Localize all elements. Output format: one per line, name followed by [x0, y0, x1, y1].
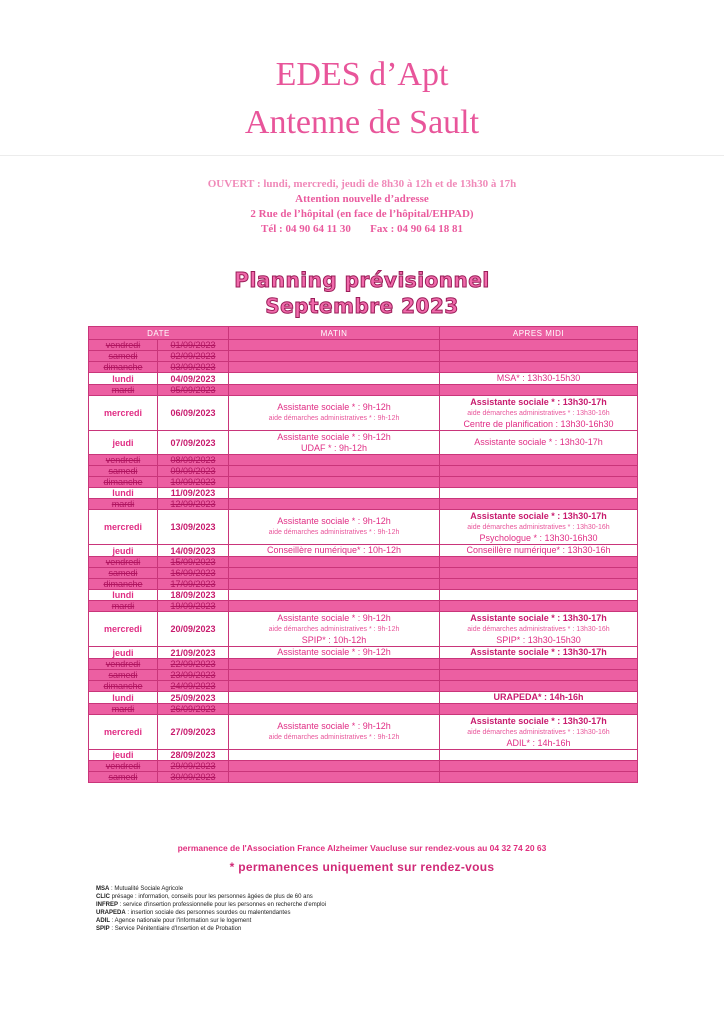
appointment-note: * permanences uniquement sur rendez-vous [229, 860, 495, 874]
morning-cell [229, 601, 440, 612]
morning-cell [229, 477, 440, 488]
morning-cell [229, 647, 440, 659]
afternoon-cell [440, 431, 638, 455]
morning-cell [229, 385, 440, 396]
legend-text: : insertion sociale des personnes sourdes ou malentendantes [125, 910, 291, 916]
row-date: 01/09/2023 [158, 340, 229, 351]
alzheimer-note: permanence de l'Association France Alzheimer Vaucluse sur rendez-vous au 04 32 74 20 63 [177, 843, 547, 853]
afternoon-cell [440, 510, 638, 545]
legend-item [96, 909, 326, 917]
afternoon-cell [440, 385, 638, 396]
appointment-text: Assistante sociale * : 13h30-17h [474, 437, 603, 447]
morning-cell [229, 772, 440, 783]
row-day: jeudi [89, 545, 158, 557]
row-day: vendredi [89, 761, 158, 772]
row-day: samedi [89, 670, 158, 681]
legend-text: présage : information, conseils pour les personnes âgées de plus de 60 ans [110, 894, 313, 900]
row-date: 13/09/2023 [158, 510, 229, 545]
morning-cell [229, 659, 440, 670]
morning-cell [229, 545, 440, 557]
row-date: 09/09/2023 [158, 466, 229, 477]
morning-cell [229, 568, 440, 579]
morning-cell [229, 590, 440, 601]
morning-cell [229, 761, 440, 772]
row-day: jeudi [89, 431, 158, 455]
row-date: 23/09/2023 [158, 670, 229, 681]
row-day: vendredi [89, 659, 158, 670]
afternoon-cell [440, 659, 638, 670]
row-day: mercredi [89, 612, 158, 647]
table-row [89, 670, 638, 681]
table-row [89, 385, 638, 396]
appointment-text: ADIL* : 14h-16h [506, 737, 571, 748]
afternoon-cell [440, 499, 638, 510]
legend-text: : service d'insertion professionnelle pour les personnes en recherche d'emploi [118, 902, 327, 908]
table-row [89, 488, 638, 499]
row-date: 17/09/2023 [158, 579, 229, 590]
row-day: vendredi [89, 340, 158, 351]
table-row [89, 772, 638, 783]
appointment-text: Assistante sociale * : 13h30-17h [470, 612, 607, 623]
row-day: mardi [89, 601, 158, 612]
header-afternoon: APRES MIDI [440, 327, 638, 340]
table-row [89, 557, 638, 568]
appointment-text: Assistante sociale * : 13h30-17h [470, 647, 607, 657]
row-date: 14/09/2023 [158, 545, 229, 557]
afternoon-cell [440, 590, 638, 601]
row-date: 24/09/2023 [158, 681, 229, 692]
afternoon-cell [440, 396, 638, 431]
legend-item [96, 901, 326, 909]
row-date: 16/09/2023 [158, 568, 229, 579]
table-row [89, 396, 638, 431]
morning-cell [229, 499, 440, 510]
address-notice: Attention nouvelle d’adresse [295, 193, 429, 205]
morning-cell [229, 750, 440, 761]
row-date: 02/09/2023 [158, 351, 229, 362]
table-row [89, 373, 638, 385]
afternoon-cell [440, 647, 638, 659]
appointment-text: Assistante sociale * : 9h-12h [277, 516, 391, 526]
table-row [89, 647, 638, 659]
row-date: 19/09/2023 [158, 601, 229, 612]
legend-text: : Agence nationale pour l'information sur le logement [110, 918, 252, 924]
morning-cell [229, 510, 440, 545]
morning-cell [229, 466, 440, 477]
appointment-text: Assistante sociale * : 9h-12h [277, 402, 391, 412]
table-row [89, 715, 638, 750]
appointment-text: MSA* : 13h30-15h30 [496, 373, 581, 383]
row-day: mardi [89, 704, 158, 715]
afternoon-cell [440, 681, 638, 692]
morning-cell [229, 612, 440, 647]
appointment-text: Assistante sociale * : 13h30-17h [470, 396, 607, 407]
table-row [89, 568, 638, 579]
header-date: DATE [89, 327, 229, 340]
appointment-text: aide démarches administratives * : 9h-12h [268, 625, 400, 633]
afternoon-cell [440, 557, 638, 568]
row-day: mercredi [89, 510, 158, 545]
legend-item [96, 917, 326, 925]
row-date: 03/09/2023 [158, 362, 229, 373]
opening-hours: OUVERT : lundi, mercredi, jeudi de 8h30 à 12h et de 13h30 à 17h [207, 178, 517, 190]
table-row [89, 590, 638, 601]
page-title: EDES d’Apt [275, 56, 449, 93]
planning-month: Septembre 2023 [265, 294, 459, 318]
table-row [89, 659, 638, 670]
table-row [89, 510, 638, 545]
table-row [89, 466, 638, 477]
table-row [89, 431, 638, 455]
appointment-text: Assistante sociale * : 9h-12h [277, 431, 391, 442]
afternoon-cell [440, 545, 638, 557]
table-header-row [89, 327, 638, 340]
row-day: lundi [89, 488, 158, 499]
row-day: lundi [89, 373, 158, 385]
row-date: 18/09/2023 [158, 590, 229, 601]
row-date: 10/09/2023 [158, 477, 229, 488]
row-date: 20/09/2023 [158, 612, 229, 647]
row-date: 30/09/2023 [158, 772, 229, 783]
row-date: 06/09/2023 [158, 396, 229, 431]
legend-text: : Mutualité Sociale Agricole [109, 886, 184, 892]
afternoon-cell [440, 601, 638, 612]
table-row [89, 340, 638, 351]
morning-cell [229, 557, 440, 568]
row-date: 26/09/2023 [158, 704, 229, 715]
table-row [89, 681, 638, 692]
row-day: mercredi [89, 715, 158, 750]
morning-cell [229, 431, 440, 455]
table-row [89, 601, 638, 612]
row-date: 04/09/2023 [158, 373, 229, 385]
table-row [89, 545, 638, 557]
row-day: mercredi [89, 396, 158, 431]
afternoon-cell [440, 488, 638, 499]
row-day: vendredi [89, 557, 158, 568]
legend-abbr: ADIL [96, 918, 110, 924]
table-row [89, 351, 638, 362]
row-date: 27/09/2023 [158, 715, 229, 750]
afternoon-cell [440, 340, 638, 351]
appointment-text: aide démarches administratives * : 9h-12h [268, 529, 400, 536]
afternoon-cell [440, 477, 638, 488]
afternoon-cell [440, 692, 638, 704]
afternoon-cell [440, 772, 638, 783]
afternoon-cell [440, 612, 638, 647]
divider [0, 155, 724, 156]
morning-cell [229, 715, 440, 750]
table-row [89, 750, 638, 761]
address: 2 Rue de l’hôpital (en face de l’hôpital/EHPAD) [250, 208, 474, 220]
table-row [89, 692, 638, 704]
row-date: 07/09/2023 [158, 431, 229, 455]
appointment-text: Centre de planification : 13h30-16h30 [463, 418, 614, 429]
row-day: dimanche [89, 362, 158, 373]
abbreviation-legend [96, 885, 326, 933]
appointment-text: aide démarches administratives * : 9h-12h [268, 415, 400, 422]
row-day: dimanche [89, 579, 158, 590]
afternoon-cell [440, 455, 638, 466]
table-row [89, 477, 638, 488]
legend-abbr: CLIC [96, 894, 110, 900]
appointment-text: aide démarches administratives * : 13h30-16h [467, 625, 610, 633]
morning-cell [229, 670, 440, 681]
row-date: 25/09/2023 [158, 692, 229, 704]
afternoon-cell [440, 579, 638, 590]
row-day: jeudi [89, 750, 158, 761]
appointment-text: aide démarches administratives * : 9h-12h [268, 734, 400, 741]
page-subtitle: Antenne de Sault [244, 104, 480, 141]
afternoon-cell [440, 351, 638, 362]
appointment-text: Assistante sociale * : 13h30-17h [470, 510, 607, 521]
morning-cell [229, 340, 440, 351]
morning-cell [229, 488, 440, 499]
appointment-text: aide démarches administratives * : 13h30-16h [467, 409, 610, 417]
appointment-text: Conseillère numérique* : 13h30-16h [466, 545, 611, 555]
row-day: dimanche [89, 477, 158, 488]
row-date: 29/09/2023 [158, 761, 229, 772]
morning-cell [229, 579, 440, 590]
morning-cell [229, 373, 440, 385]
morning-cell [229, 692, 440, 704]
row-date: 12/09/2023 [158, 499, 229, 510]
afternoon-cell [440, 670, 638, 681]
morning-cell [229, 455, 440, 466]
appointment-text: Conseillère numérique* : 10h-12h [266, 545, 402, 555]
legend-abbr: SPIP [96, 926, 110, 932]
row-date: 15/09/2023 [158, 557, 229, 568]
row-date: 22/09/2023 [158, 659, 229, 670]
appointment-text: aide démarches administratives * : 13h30-16h [467, 523, 610, 531]
header-morning: MATIN [229, 327, 440, 340]
morning-cell [229, 362, 440, 373]
legend-item [96, 893, 326, 901]
legend-abbr: INFREP [96, 902, 119, 908]
row-date: 28/09/2023 [158, 750, 229, 761]
table-row [89, 761, 638, 772]
table-row [89, 579, 638, 590]
appointment-text: Assistante sociale * : 13h30-17h [470, 715, 607, 726]
appointment-text: UDAF * : 9h-12h [300, 442, 368, 453]
table-row [89, 499, 638, 510]
table-row [89, 455, 638, 466]
morning-cell [229, 396, 440, 431]
afternoon-cell [440, 362, 638, 373]
afternoon-cell [440, 704, 638, 715]
row-date: 11/09/2023 [158, 488, 229, 499]
planning-heading: Planning prévisionnel [234, 268, 490, 292]
phone-fax: Tél : 04 90 64 11 30 Fax : 04 90 64 18 81 [261, 223, 463, 235]
row-day: jeudi [89, 647, 158, 659]
afternoon-cell [440, 373, 638, 385]
legend-abbr: URAPEDA [96, 910, 126, 916]
legend-item [96, 925, 326, 933]
row-day: dimanche [89, 681, 158, 692]
row-day: vendredi [89, 455, 158, 466]
legend-abbr: MSA [96, 886, 110, 892]
appointment-text: Assistante sociale * : 9h-12h [277, 721, 391, 731]
afternoon-cell [440, 761, 638, 772]
legend-text: : Service Pénitentiaire d'Insertion et de Probation [109, 926, 242, 932]
appointment-text: URAPEDA* : 14h-16h [493, 692, 584, 702]
afternoon-cell [440, 568, 638, 579]
table-row [89, 612, 638, 647]
appointment-text: SPIP* : 10h-12h [301, 634, 367, 645]
schedule-table [88, 326, 638, 783]
morning-cell [229, 681, 440, 692]
row-date: 21/09/2023 [158, 647, 229, 659]
table-row [89, 704, 638, 715]
row-date: 05/09/2023 [158, 385, 229, 396]
row-day: mardi [89, 385, 158, 396]
appointment-text: aide démarches administratives * : 13h30-16h [467, 728, 610, 736]
row-date: 08/09/2023 [158, 455, 229, 466]
afternoon-cell [440, 750, 638, 761]
row-day: samedi [89, 772, 158, 783]
legend-item [96, 885, 326, 893]
morning-cell [229, 351, 440, 362]
row-day: samedi [89, 466, 158, 477]
table-row [89, 362, 638, 373]
appointment-text: Assistante sociale * : 9h-12h [277, 647, 391, 657]
appointment-text: Psychologue * : 13h30-16h30 [479, 532, 598, 543]
row-day: lundi [89, 692, 158, 704]
schedule-body [89, 340, 638, 783]
row-day: samedi [89, 351, 158, 362]
appointment-text: SPIP* : 13h30-15h30 [496, 634, 581, 645]
afternoon-cell [440, 466, 638, 477]
morning-cell [229, 704, 440, 715]
row-day: samedi [89, 568, 158, 579]
afternoon-cell [440, 715, 638, 750]
row-day: lundi [89, 590, 158, 601]
row-day: mardi [89, 499, 158, 510]
appointment-text: Assistante sociale * : 9h-12h [277, 612, 391, 623]
